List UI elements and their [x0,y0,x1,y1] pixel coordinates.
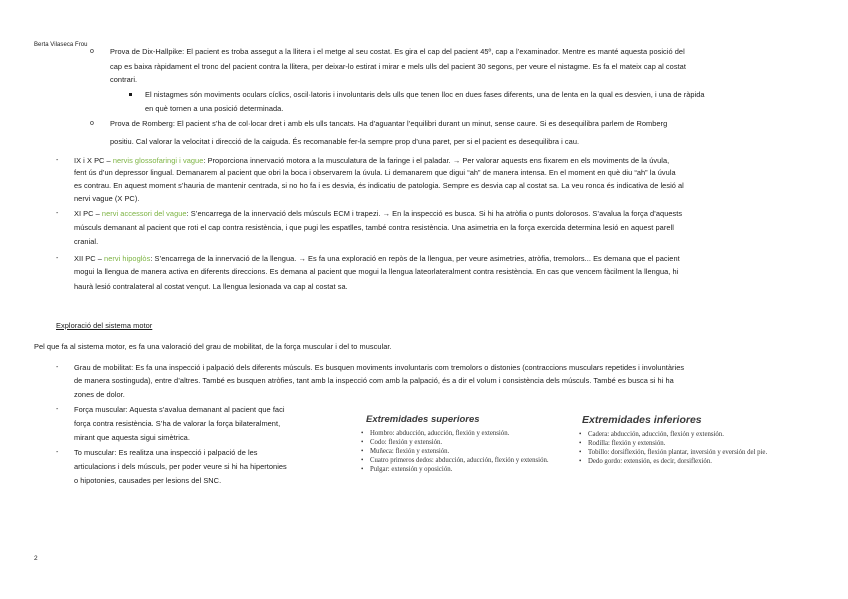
section-title: Exploració del sistema motor [56,321,153,330]
to-muscular-line-3: o hipotonies, causades per lesions del SNC. [74,476,222,485]
figure-item: • Rodilla: flexión y extensión. [578,439,810,448]
dix-hallpike-line-2: cap es baixa ràpidament el tronc del pacient contra la llitera, per deixar-lo estirat i mirar e mels ulls del pacient 30 segons, per veure el nistagme. Es fa el mateix cap al costat [110,62,686,71]
mobilitat-line-2: de manera sostinguda), entre d’altres. També es busquen atròfies, tant amb la inspecció com amb la palpació, és a dir el volum i consistència dels músculs. També es busca si hi ha [74,376,674,385]
cranial-xi-line-1 [74,208,682,220]
nystagmus-line-2: en què tornen a una posició determinada. [145,104,284,113]
cranial-ix-x-text: : Proporciona innervació motora a la musculatura de la faringe i el paladar. → Per valorar aquests ens fixarem en els moviments de la úvula, [203,156,670,165]
figure-item: • Muñeca: flexión y extensión. [360,447,560,456]
cranial-ix-x-line-4: nervi vague (X PC). [74,194,140,203]
cranial-ix-x-line-2: fent ús d’un depressor lingual. Demanarem al pacient que obri la boca i observarem la úvula. Li demanarem que digui “ah” de manera intensa. En el moment en què diu “ah” la úvula [74,168,676,177]
cranial-xii-prefix: XII PC – [74,254,105,263]
cranial-xi-line-3: cranial. [74,237,99,246]
o-bullet: o [90,48,94,55]
cranial-xii-text: : S’encarrega de la innervació de la llengua. → Es fa una exploració en repòs de la llengua, per veure asimetries, atròfia, tremolors... Es demana que el pacient [150,254,680,263]
dash-bullet: - [56,449,59,456]
to-muscular-line-1: To muscular: Es realitza una inspecció i palpació de les [74,448,258,457]
square-bullet [129,93,132,96]
dix-hallpike-line-3: contrari. [110,75,138,84]
author-header: Berta Vilaseca Frou [34,42,88,48]
forca-line-3: mirant que aquesta sigui simètrica. [74,433,190,442]
cranial-ix-x-line-1 [74,155,669,167]
cranial-ix-x-line-3: es contrau. En aquest moment s’hauria de mantenir centrada, si no ho fa i es desvia, és indicatiu de patologia. Sempre es desvia cap al costat sa. La veu ronca és indicativa de lesió al [74,181,684,190]
dash-bullet: - [56,364,59,371]
figure-item: • Codo: flexión y extensión. [360,438,560,447]
motor-intro: Pel que fa al sistema motor, es fa una valoració del grau de mobilitat, de la força muscular i del to muscular. [34,342,392,351]
figure-item: • Hombro: abducción, aducción, flexión y extensión. [360,429,560,438]
figure-upper-limbs [360,414,560,474]
dix-hallpike-line-1: Prova de Dix-Hallpike: El pacient es troba assegut a la llitera i el metge al seu costat. Es gira el cap del pacient 45º, cap a l’examinador. Mentre es manté aquesta posició del [110,47,685,56]
figure-item: • Tobillo: dorsiflexión, flexión plantar, inversión y eversión del pie. [578,448,806,457]
nerve-name-accessori: nervi accessori del vague [101,209,187,218]
nerve-name-glossofaringi: nervis glossofaringi i vague [112,156,204,165]
cranial-xii-line-3: haurà lesió contralateral al costat vençut. La llengua lesionada va cap al costat sa. [74,282,348,291]
dash-bullet: - [56,406,59,413]
cranial-xi-line-2: músculs demanant al pacient que roti el cap contra resistència, i que pugi les espatlles, també contra resistència. Una asimetria en la força exercida determina lesió en aquest parell [74,223,674,232]
cranial-xii-line-2: mogui la llengua de manera activa en diferents direccions. Es demana al pacient que mogui la llengua lateorlateralment contra resistència. En cas que vencem fàcilment la llengua, hi [74,267,679,276]
to-muscular-line-2: articulacions i dels músculs, per poder veure si hi ha hipertonies [74,462,287,471]
figure-item: • Cadera: abducción, aducción, flexión y extensión. [578,430,810,439]
dash-bullet: - [56,210,59,217]
mobilitat-line-1: Grau de mobilitat: Es fa una inspecció i palpació dels diferents músculs. Es busquen moviments involuntaris com tremolors o distonies (contraccions musculars repetides i involuntàries [74,363,685,372]
cranial-xii-line-1 [74,253,680,265]
figure-lower-limbs [578,414,810,466]
mobilitat-line-3: zones de dolor. [74,390,125,399]
figure-item: • Cuatro primeros dedos: abducción, aducción, flexión y extensión. [360,456,555,465]
page-number: 2 [34,555,38,562]
dash-bullet: - [56,157,59,164]
forca-line-1: Força muscular: Aquesta s’avalua demanant al pacient que faci [74,405,285,414]
figure-title-superiores: Extremidades superiores [366,414,480,425]
cranial-xi-text: : S’encarrega de la innervació dels músculs ECM i trapezi. → En la inspecció es busca. Si hi ha atròfia o punts dolorosos. S’avalua la força d’aquests [186,209,683,218]
romberg-line-2: positiu. Cal valorar la velocitat i direcció de la caiguda. És recomanable fer-la sempre prop d’una paret, per si el pacient es desequilibra i cau. [110,137,580,146]
dash-bullet: - [56,255,59,262]
figure-title-inferiores: Extremidades inferiores [582,414,702,426]
figure-item: • Dedo gordo: extensión, es decir, dorsiflexión. [578,457,810,466]
o-bullet: o [90,120,94,127]
cranial-xi-prefix: XI PC – [74,209,102,218]
figure-item: • Pulgar: extensión y oposición. [360,465,560,474]
cranial-ix-x-prefix: IX i X PC – [74,156,113,165]
nystagmus-line-1: El nistagmes són moviments oculars cíclics, oscil·latoris i involuntaris dels ulls que tenen lloc en dues fases diferents, una de lenta en la qual es desvien, i una de ràpida [145,90,705,99]
romberg-line-1: Prova de Romberg: El pacient s’ha de col·locar dret i amb els ulls tancats. Ha d’aguantar l’equilibri durant un minut, sense caure. Si es desequilibra parlem de Romberg [110,119,668,128]
forca-line-2: força contra resistència. S’ha de valorar la força bilateralment, [74,419,281,428]
nerve-name-hipoglos: nervi hipoglòs [104,254,151,263]
